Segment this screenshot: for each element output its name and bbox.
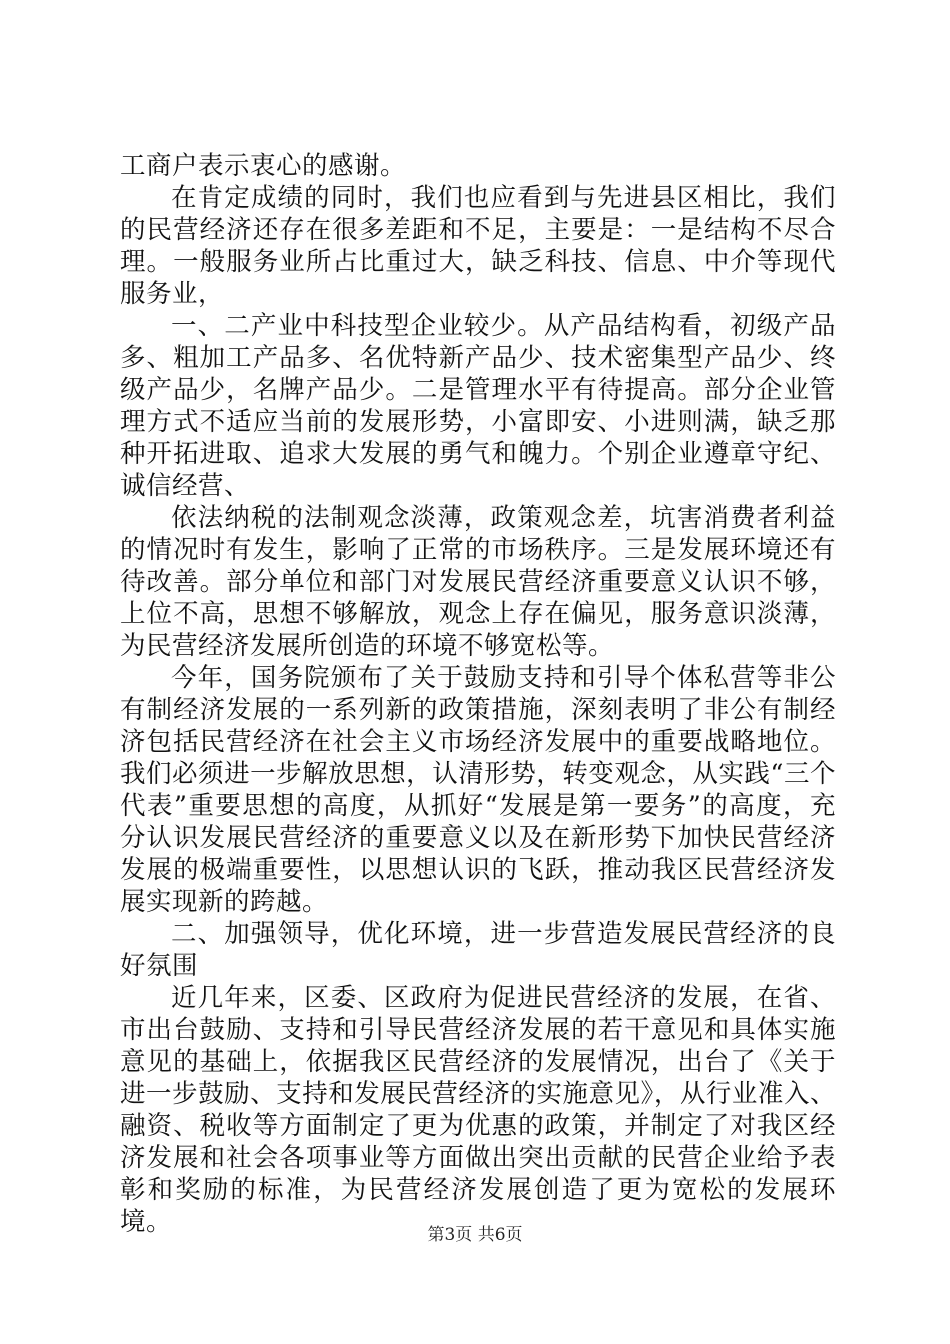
paragraph-4: 依法纳税的法制观念淡薄，政策观念差，坑害消费者利益的情况时有发生，影响了正常的市场秩序。三是发展环境还有待改善。部分单位和部门对发展民营经济重要意义认识不够，上位不高，思想不够解放，观念上存在偏见，服务意识淡薄，为民营经济发展所创造的环境不够宽松等。 [120, 503, 836, 661]
page-number-footer: 第3页 共6页 [427, 1225, 523, 1245]
paragraph-3: 一、二产业中科技型企业较少。从产品结构看，初级产品多、粗加工产品多、名优特新产品少、技术密集型产品少、终级产品少，名牌产品少。二是管理水平有待提高。部分企业管理方式不适应当前的发展形势，小富即安、小进则满，缺乏那种开拓进取、追求大发展的勇气和魄力。个别企业遵章守纪、诚信经营、 [120, 311, 836, 501]
document-body [120, 150, 836, 1238]
paragraph-2: 在肯定成绩的同时，我们也应看到与先进县区相比，我们的民营经济还存在很多差距和不足，主要是：一是结构不尽合理。一般服务业所占比重过大，缺乏科技、信息、中介等现代服务业， [120, 183, 836, 309]
section-heading-2: 二、加强领导，优化环境，进一步营造发展民营经济的良好氛围 [120, 919, 836, 981]
paragraph-1: 工商户表示衷心的感谢。 [120, 151, 407, 181]
paragraph-5: 今年，国务院颁布了关于鼓励支持和引导个体私营等非公有制经济发展的一系列新的政策措施，深刻表明了非公有制经济包括民营经济在社会主义市场经济发展中的重要战略地位。我们必须进一步解放思想，认清形势，转变观念，从实践“三个代表”重要思想的高度，从抓好“发展是第一要务”的高度，充分认识发展民营经济的重要意义以及在新形势下加快民营经济发展的极端重要性，以思想认识的飞跃，推动我区民营经济发展实现新的跨越。 [120, 663, 836, 917]
paragraph-7: 近几年来，区委、区政府为促进民营经济的发展，在省、市出台鼓励、支持和引导民营经济发展的若干意见和具体实施意见的基础上，依据我区民营经济的发展情况，出台了《关于进一步鼓励、支持和发展民营经济的实施意见》，从行业准入、融资、税收等方面制定了更为优惠的政策，并制定了对我区经济发展和社会各项事业等方面做出突出贡献的民营企业给予表彰和奖励的标准，为民营经济发展创造了更为宽松的发展环境。 [120, 983, 836, 1237]
